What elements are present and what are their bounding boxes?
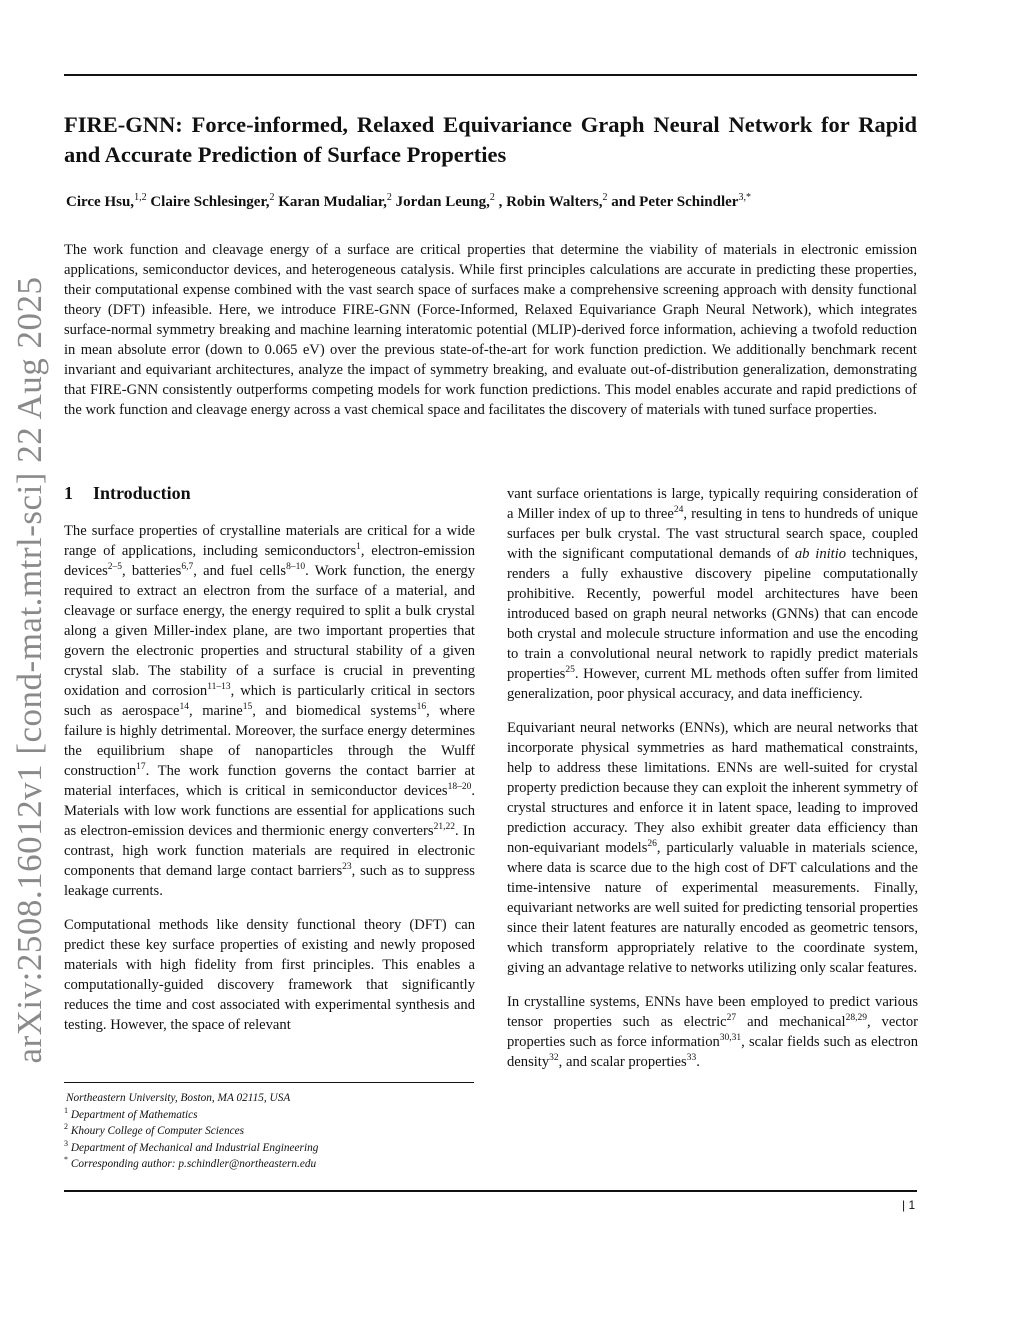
author (396, 194, 495, 210)
author-name: Jordan Leung, (395, 194, 490, 210)
body-paragraph: Equivariant neural networks (ENNs), which are neural networks that incorporate physical symmetries as hard mathematical constraints, help to address these limitations. ENNs are well-suited for crystal property prediction because they can exploit the inherent symmetry of crystal structures and enforce it in latent space, leading to improved prediction accuracy. They also exhibit greater data efficiency than non-equivariant models$^{26}$, particularly valuable in materials science, where data is scarce due to the high cost of DFT calculations and the time-intensive nature of experimental measurements. Finally, equivariant networks are well suited for predicting tensorial properties since their latent features are naturally encoded as geometric tensors, which transform appropriately relative to the coordinate system, giving an advantage relative to networks utilizing only scalar features. (507, 720, 919, 976)
top-rule (64, 74, 917, 76)
author-affiliation-mark: 2 (602, 192, 608, 203)
author-affiliation-mark: 3,* (738, 192, 751, 203)
citation-mark: 17 (136, 762, 146, 773)
body-paragraph: In crystalline systems, ENNs have been employed to predict various tensor properties such as electric$^{27}$ and mechanical$^{28,29}$, vector properties such as force information$^{30,31}$, scalar fields such as electron density$^{32}$, and scalar properties$^{33}$. (507, 994, 919, 1070)
citation-mark: 26 (647, 839, 657, 850)
footnote-items (64, 1107, 484, 1173)
author (278, 194, 392, 210)
citation-mark: 11–13 (207, 682, 231, 693)
author-name: Claire Schlesinger, (150, 194, 270, 210)
footnote-item (64, 1107, 484, 1124)
citation-mark: 15 (242, 702, 253, 713)
author-name: Karan Mudaliar, (278, 194, 387, 210)
body-paragraph: Computational methods like density functional theory (DFT) can predict these key surface properties of existing and newly proposed materials with high fidelity from first principles. This enables a computationally-guided discovery framework that significantly reduces the time and cost associated with experimental synthesis and testing. However, the space of relevant (64, 917, 475, 1033)
author (150, 194, 274, 210)
citation-mark: 32 (549, 1053, 559, 1064)
citation-mark: 25 (565, 665, 575, 676)
author (611, 194, 751, 210)
author (66, 194, 147, 210)
footnote-text: Corresponding author: p.schindler@northeastern.edu (68, 1158, 317, 1170)
arxiv-side-label (2, 276, 57, 1064)
left-column (64, 480, 475, 1049)
citation-mark: 28,29 (845, 1013, 867, 1024)
author-name: , Robin Walters, (498, 194, 603, 210)
footnote-text: Khoury College of Computer Sciences (68, 1125, 245, 1137)
citation-mark: 23 (342, 862, 352, 873)
citation-mark: 30,31 (719, 1033, 742, 1044)
arxiv-id-text: arXiv:2508.16012v1 [cond-mat.mtrl-sci] 22 Aug 2025 (9, 276, 49, 1064)
footnote-text: Department of Mechanical and Industrial Engineering (68, 1141, 319, 1154)
section-title: Introduction (93, 483, 191, 503)
abstract: The work function and cleavage energy of a surface are critical properties that determine the viability of materials in electronic emission applications, semiconductor devices, and heterogeneous catalysis. While first principles calculations are accurate in predicting these properties, their computational expense combined with the vast search space of surfaces make a comprehensive screening approach with density functional theory (DFT) infeasible. Here, we introduce FIRE-GNN (Force-Informed, Relaxed Equivariance Graph Neural Network), which integrates surface-normal symmetry breaking and machine learning interatomic potential (MLIP)-derived force information, achieving a twofold reduction in mean absolute error (down to 0.065 eV) over the previous state-of-the-art for work function prediction. We additionally benchmark recent invariant and equivariant architectures, analyze the impact of symmetry breaking, and evaluate out-of-distribution generalization, demonstrating that FIRE-GNN consistently outperforms competing models for work function predictions. This model enables accurate and rapid predictions of the work function and cleavage energy across a vast chemical space and facilitates the discovery of materials with tuned surface properties. (64, 242, 917, 418)
footnote-item (64, 1123, 484, 1140)
author-name: and Peter Schindler (611, 194, 739, 210)
footnote-rule (64, 1082, 474, 1083)
author-affiliation-mark: 2 (386, 192, 392, 203)
footnote-item (64, 1140, 484, 1157)
citation-mark: 18–20 (447, 782, 472, 793)
footnote-affiliation: Northeastern University, Boston, MA 02115, USA (66, 1092, 291, 1104)
page-number: | 1 (902, 1198, 916, 1212)
right-column (507, 484, 918, 1086)
left-body (64, 521, 475, 1035)
paper-title: FIRE-GNN: Force-informed, Relaxed Equivariance Graph Neural Network for Rapid and Accurate Prediction of Surface Properties (64, 112, 917, 167)
author-affiliation-mark: 2 (269, 192, 275, 203)
italic-term: ab initio (794, 546, 847, 562)
citation-mark: 33 (686, 1053, 697, 1064)
body-paragraph: vant surface orientations is large, typically requiring consideration of a Miller index of up to three$^{24}$, resulting in tens to hundreds of unique surfaces per bulk crystal. The vast structural search space, coupled with the significant computational demands of ab initio techniques, renders a fully exhaustive discovery pipeline computationally prohibitive. Recently, powerful model architectures have been introduced based on graph neural networks (GNNs) that can encode both crystal and molecule structure information and use the encoding to train a convolutional neural network to rapidly predict materials properties$^{25}$. However, current ML methods often suffer from limited generalization, poor physical accuracy, and data inefficiency. (507, 486, 918, 702)
right-body (507, 484, 918, 1072)
footnote-mark: 3 (64, 1138, 68, 1148)
author (499, 194, 608, 210)
section-number: 1 (64, 483, 73, 503)
citation-mark: 24 (673, 505, 684, 516)
author-name: Circe Hsu, (66, 194, 135, 210)
section-heading (64, 480, 475, 506)
citation-mark: 2–5 (107, 562, 123, 573)
citation-mark: 6,7 (181, 562, 194, 573)
citation-mark: 16 (416, 702, 427, 713)
footnote-mark: 2 (64, 1122, 68, 1132)
bottom-rule (64, 1190, 917, 1192)
author-affiliation-mark: 2 (489, 192, 495, 203)
citation-mark: 8–10 (286, 562, 306, 573)
citation-mark: 21,22 (433, 822, 455, 833)
citation-mark: 27 (726, 1013, 737, 1024)
footnote-text: Department of Mathematics (68, 1108, 198, 1121)
citation-mark: 14 (179, 702, 190, 713)
author-affiliation-mark: 1,2 (134, 192, 147, 203)
body-paragraph: The surface properties of crystalline materials are critical for a wide range of applications, including semiconductors$^1$, electron-emission devices$^{2-5}$, batteries$^{6,7}$, and fuel cells$^{8-10}$. Work function, the energy required to extract an electron from the surface of a material, and cleavage or surface energy, the energy required to split a bulk crystal along a given Miller-index plane, are two important properties that govern the electronic properties and structural stability of a given crystal slab. The stability of a surface is crucial in preventing oxidation and corrosion$^{11-13}$, which is particularly critical in sectors such as aerospace$^{14}$, marine$^{15}$, and biomedical systems$^{16}$, where failure is highly detrimental. Moreover, the surface energy determines the equilibrium shape of nanoparticles through the Wulff construction$^{17}$. The work function governs the contact barrier at material interfaces, which is critical in semiconductor devices$^{18-20}$. Materials with low work functions are essential for applications such as electron-emission devices and thermionic energy converters$^{21,22}$. In contrast, high work function materials are required in electronic components that demand large contact barriers$^{23}$, such as to suppress leakage currents. (64, 523, 476, 899)
footnote-item (64, 1156, 484, 1173)
citation-mark: 1 (356, 542, 361, 553)
footnote-mark: * (64, 1155, 68, 1165)
footnote-mark: 1 (64, 1105, 68, 1115)
author-list (66, 194, 919, 211)
footnotes (64, 1090, 484, 1173)
